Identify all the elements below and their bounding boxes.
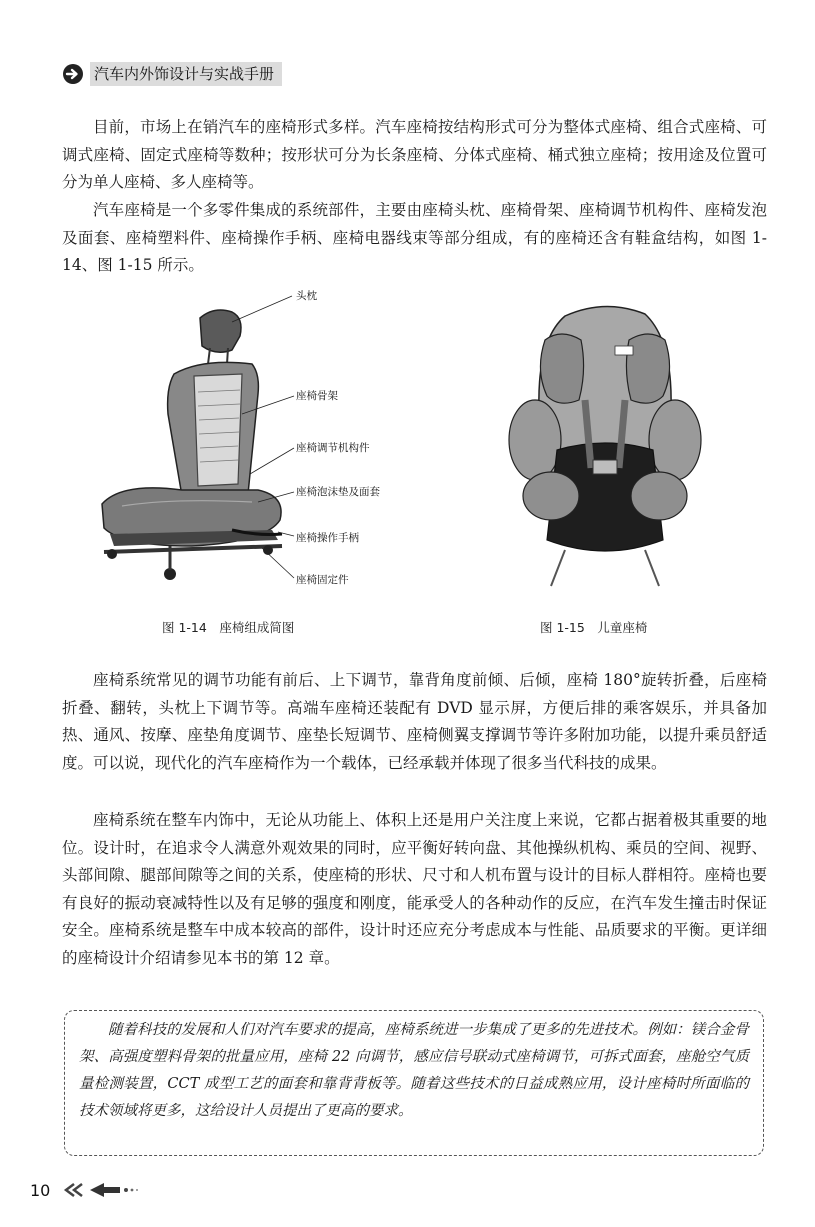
figure-seat-composition bbox=[82, 284, 412, 594]
page-footer bbox=[30, 1180, 140, 1200]
caption-figure-1-14: 图 1-14 座椅组成简图 bbox=[162, 620, 295, 635]
child-seat-illustration bbox=[495, 300, 715, 590]
caption-figure-1-15: 图 1-15 儿童座椅 bbox=[540, 620, 648, 635]
paragraph-seat-types: 目前，市场上在销汽车的座椅形式多样。汽车座椅按结构形式可分为整体式座椅、组合式座椅、可调式座椅、固定式座椅等数种；按形状可分为长条座椅、分体式座椅、桶式独立座椅；按用途及位置可分为单人座椅、多人座椅等。 bbox=[62, 118, 767, 191]
paragraph-design-considerations: 座椅系统在整车内饰中，无论从功能上、体积上还是用户关注度上来说，它都占据着极其重要的地位。设计时，在追求令人满意外观效果的同时，应平衡好转向盘、其他操纵机构、乘员的空间、视野、头部间隙、腿部间隙等之间的关系，使座椅的形状、尺寸和人机布置与设计的目标人群相符。座椅也要有良好的振动衰减特性以及有足够的强度和刚度，能承受人的各种动作的反应，在汽车发生撞击时保证安全。座椅系统是整车中成本较高的部件，设计时还应充分考虑成本与性能、品质要求的平衡。更详细的座椅设计介绍请参见本书的第 12 章。 bbox=[62, 811, 767, 967]
figure-child-seat bbox=[495, 300, 715, 590]
seat-illustration bbox=[82, 284, 412, 594]
label-foam: 座椅泡沫垫及面套 bbox=[296, 486, 380, 498]
label-frame: 座椅骨架 bbox=[296, 390, 338, 402]
arrow-left-icon bbox=[60, 1180, 140, 1200]
label-adjuster: 座椅调节机构件 bbox=[296, 442, 370, 454]
page-number: 10 bbox=[30, 1180, 51, 1200]
arrow-circle-icon bbox=[62, 63, 84, 85]
label-handle: 座椅操作手柄 bbox=[296, 532, 359, 544]
note-box bbox=[64, 1010, 764, 1156]
note-text: 随着科技的发展和人们对汽车要求的提高，座椅系统进一步集成了更多的先进技术。例如：镁合金骨架、高强度塑料骨架的批量应用，座椅 22 向调节，感应信号联动式座椅调节，可拆式面套，座舱空气质量检测装置，CCT 成型工艺的面套和靠背背板等。随着这些技术的日益成熟应用，设计座椅时所面临的技术领域将更多，这给设计人员提出了更高的要求。 bbox=[79, 1022, 749, 1119]
paragraph-adjustment-functions: 座椅系统常见的调节功能有前后、上下调节，靠背角度前倾、后倾，座椅 180°旋转折叠，后座椅折叠、翻转，头枕上下调节等。高端车座椅还装配有 DVD 显示屏，方便后排的乘客娱乐，并具备加热、通风、按摩、座垫角度调节、座垫长短调节、座椅侧翼支撑调节等许多附加功能，以提升乘员舒适度。可以说，现代化的汽车座椅作为一个载体，已经承载并体现了很多当代科技的成果。 bbox=[62, 671, 767, 772]
label-mount: 座椅固定件 bbox=[296, 574, 349, 586]
label-headrest: 头枕 bbox=[296, 290, 317, 302]
book-title: 汽车内外饰设计与实战手册 bbox=[90, 62, 282, 86]
paragraph-seat-components: 汽车座椅是一个多零件集成的系统部件，主要由座椅头枕、座椅骨架、座椅调节机构件、座椅发泡及面套、座椅塑料件、座椅操作手柄、座椅电器线束等部分组成，有的座椅还含有鞋盒结构，如图 1-14、图 1-15 所示。 bbox=[62, 201, 767, 274]
running-header bbox=[62, 62, 282, 86]
